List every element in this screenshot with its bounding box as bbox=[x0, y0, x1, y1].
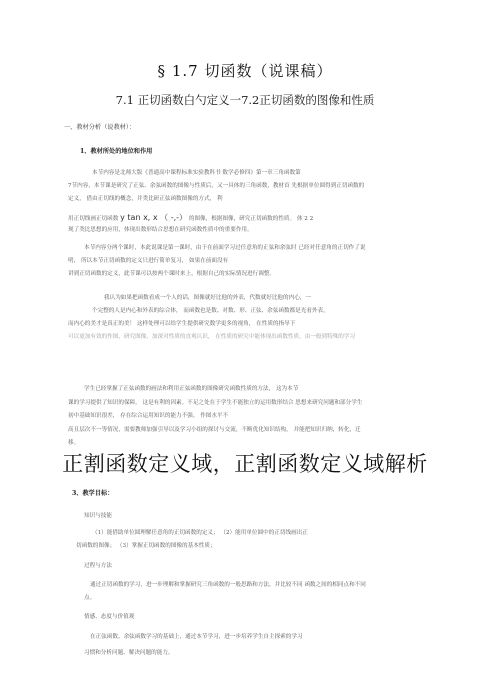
section-heading: 一、教材分析（说教材）： bbox=[64, 124, 136, 131]
item-heading: 3、教学目标： bbox=[72, 490, 114, 497]
goal-heading: 情感、态度与价值观 bbox=[84, 614, 135, 620]
paragraph-line: 讲到正切函数的定义，此节课可以按两个课时来上，根据自己的实际情况进行调整。 bbox=[68, 271, 275, 277]
paragraph-line: 现了类比思想的应用，体现出数形结合思想在研究函数性质中的重要作用。 bbox=[68, 227, 253, 233]
goal-line: （1）能借助单位圆理解任意角的正切函数的定义； （2）能用单位圆中的正切线画出正 bbox=[92, 530, 308, 536]
paragraph-line: 本节内容分两个课时，本此说课是第一课时，由于在前面学习过任意角的正弦和余弦时 已经对任意角的正切作了说 bbox=[84, 245, 366, 251]
paragraph-line: 定义， 借由正切线的概念，并类比研正弦函数图像的方式， 利 bbox=[68, 196, 223, 202]
paragraph-line bbox=[68, 214, 313, 223]
document-subtitle: 7.1 正切函数白勺定义一7.2正切函数的图像和性质 bbox=[115, 93, 375, 107]
paragraph-line: 明， 所以本节正切函数的定义只进行简单复习， 如果在前面没有 bbox=[68, 258, 229, 264]
paragraph-line: 课的学习提供了知识的保障， 这是有利的因素。不足之处在于学生不能独立的运用数形结合 思想来研究问题和部分学生 bbox=[68, 400, 363, 406]
goal-line: 点。 bbox=[84, 595, 96, 601]
paragraph-line: 移。 bbox=[68, 440, 80, 446]
paragraph-text: 用正切线画正切函数 bbox=[68, 216, 119, 222]
tan-formula: y tan x, x （ -,-） bbox=[120, 213, 188, 222]
paragraph-line: 初中基础知识很差， 存在综合运用知识的能力不强。 作图水平不 bbox=[68, 413, 229, 419]
paragraph-line: 高且层次不一等情况，需要教师加强引导以及学习小组的探讨与交流，不断优化知识结构， 并能把知识归纳，转化，迁 bbox=[68, 427, 361, 433]
item-heading: 1、教材所处的地位和作用 bbox=[80, 148, 153, 155]
paragraph-line: 学生已经掌握了正弦函数的画法和利用正弦函数的图像研究函数性质的方法， 这为本节 bbox=[84, 386, 299, 392]
document-title: § 1.7 切函数（说课稿） bbox=[157, 62, 333, 80]
goal-line: 在正弦函数、余弦函数学习的基础上，通过本节学习，进一步培养学生自主探索的学习 bbox=[90, 634, 303, 640]
paragraph-line: 我认为如果把函数看成一个人的话，图像就好比他的外表，代数就好比他的内心，一 bbox=[104, 295, 311, 301]
paragraph-line: 个完整的人是内心和外表的综合体， 而函数也是数、对数、形、正弦、余弦函数都是光看外表， bbox=[92, 308, 329, 314]
goal-heading: 知识与技能 bbox=[84, 513, 112, 519]
overlay-banner-title: 正割函数定义域，正割函数定义域解析 bbox=[0, 447, 490, 481]
goal-line: 习惯和分析问题、解决问题的能力。 bbox=[84, 650, 174, 656]
paragraph-line: 可以更加有效的作图，研究图像，加深对性质的直观认识， 在性质的研究中能体现出函数性质，由一般到特殊的学习 bbox=[68, 334, 356, 340]
paragraph-line: 而内心的美才是真正的美！ 这样处理可以给学生提供研究数学更多的视角， 在性质的指导下 bbox=[68, 321, 296, 327]
goal-heading: 过程与方法 bbox=[84, 563, 112, 569]
paragraph-line: 7节内容，本节课是研究了正弦、余弦函数的图像与性质后，又一具体的三角函数，教材首 先根据单位圆得到正切函数的 bbox=[68, 183, 365, 189]
goal-line: 通过正切函数的学习，进一步理解和掌握研究三角函数的一般思路和方法，并比较不同 函数之间的相同点和不同 bbox=[90, 582, 366, 588]
goal-line: 切函数的图像； （3）掌握正切函数的图像的基本性质； bbox=[76, 543, 216, 549]
paragraph-text: 的图像，根据图像，研究正切函数的性质。 体 2 2 bbox=[188, 216, 314, 222]
paragraph-line: 本节内容是北师大版《普通高中课程标准实验教科书 数学必修四》第一章三角函数第 bbox=[92, 170, 301, 176]
